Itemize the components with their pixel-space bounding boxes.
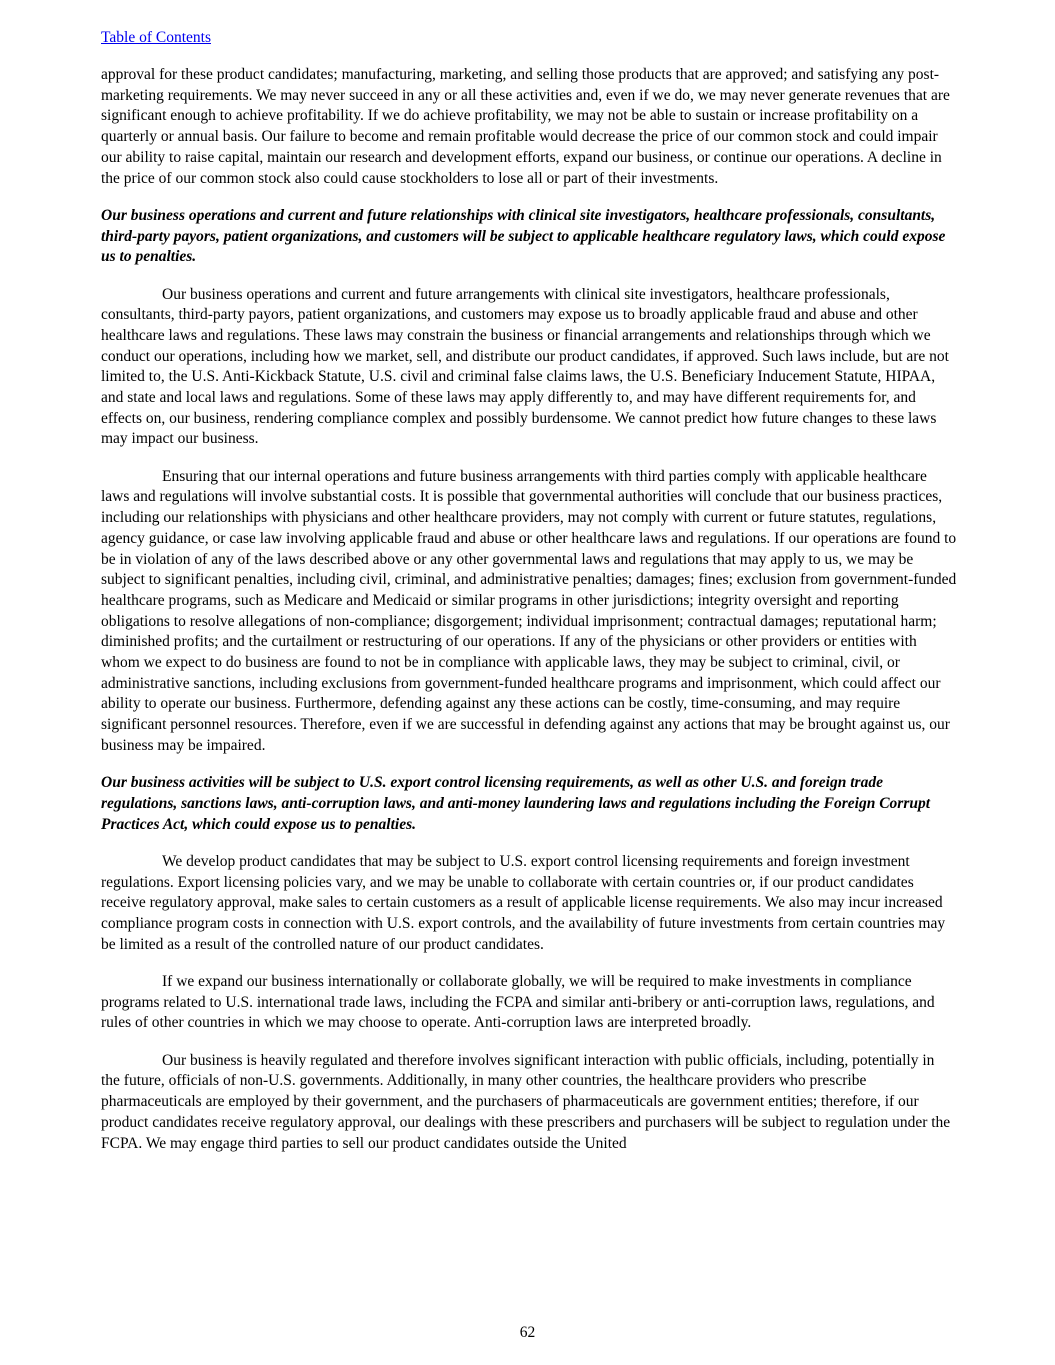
page-number: 62 — [519, 1324, 536, 1341]
paragraph-international-expansion: If we expand our business internationally or collaborate globally, we will be required to make investments in compliance programs related to U.S. international trade laws, including the FCPA and similar anti-bribery or anti-corruption laws, regulations, and rules of other countries in which we may choose to operate. Anti-corruption laws are interpreted broadly. — [101, 972, 935, 1032]
risk-heading-healthcare-regulatory: Our business operations and current and future relationships with clinical site investigators, healthcare professionals, consultants, third-party payors, patient organizations, and customers will be subject to applicable healthcare regulatory laws, which could expose us to penalties. — [101, 206, 946, 266]
paragraph-compliance-costs: Ensuring that our internal operations and future business arrangements with third parties comply with applicable healthcare laws and regulations will involve substantial costs. It is possible that governmental authorities will conclude that our business practices, including our relationships with physicians and other healthcare providers, may not comply with current or future statutes, regulations, agency guidance, or case law involving applicable fraud and abuse or other healthcare laws and regulations. If our operations are found to be in violation of any of the laws described above or any other governmental laws and regulations that may apply to us, we may be subject to significant penalties, including civil, criminal, and administrative penalties; damages; fines; exclusion from government-funded healthcare programs, such as Medicare and Medicaid or similar programs in other jurisdictions; integrity oversight and reporting obligations to resolve allegations of non-compliance; disgorgement; individual imprisonment; contractual damages; reputational harm; diminished profits; and the curtailment or restructuring of our operations. If any of the physicians or other providers or entities with whom we expect to do business are found to not be in compliance with applicable laws, they may be subject to criminal, civil, or administrative sanctions, including exclusions from government-funded healthcare programs and imprisonment, which could affect our ability to operate our business. Furthermore, defending against any these actions can be costly, time-consuming, and may require significant personnel resources. Therefore, even if we are successful in defending against any actions that may be brought against us, our business may be impaired. — [101, 467, 957, 754]
paragraph-export-licensing: We develop product candidates that may be subject to U.S. export control licensing requirements and foreign investment regulations. Export licensing policies vary, and we may be unable to collaborate with certain countries or, if our product candidates receive regulatory approval, make sales to certain customers as a result of applicable license requirements. We also may incur increased compliance program costs in connection with U.S. export controls, and the availability of future investments from certain countries may be limited as a result of the controlled nature of our product candidates. — [101, 852, 946, 953]
paragraph-profitability-continuation: approval for these product candidates; manufacturing, marketing, and selling those products that are approved; and satisfying any post-marketing requirements. We may never succeed in any or all these activities and, even if we do, we may never generate revenues that are significant enough to achieve profitability. If we do achieve profitability, we may not be able to sustain or increase profitability on a quarterly or annual basis. Our failure to become and remain profitable would decrease the price of our common stock and could impair our ability to raise capital, maintain our research and development efforts, expand our business, or continue our operations. A decline in the price of our common stock also could cause stockholders to lose all or part of their investments. — [101, 66, 950, 187]
table-of-contents-link[interactable]: Table of Contents — [101, 29, 211, 46]
document-body — [101, 65, 957, 1154]
paragraph-healthcare-laws: Our business operations and current and future arrangements with clinical site investigators, healthcare professionals, consultants, third-party payors, patient organizations, and customers may expose us to broadly applicable fraud and abuse and other healthcare laws and regulations. These laws may constrain the business or financial arrangements and relationships through which we conduct our operations, including how we market, sell, and distribute our product candidates, if approved. Such laws include, but are not limited to, the U.S. Anti-Kickback Statute, U.S. civil and criminal false claims laws, the U.S. Beneficiary Inducement Statute, HIPAA, and state and local laws and regulations. Some of these laws may apply differently to, and may have different requirements for, and effects on, our business, rendering compliance complex and possibly burdensome. We cannot predict how future changes to these laws may impact our business. — [101, 285, 949, 448]
document-page — [101, 0, 957, 1171]
risk-heading-export-control: Our business activities will be subject to U.S. export control licensing requirements, as well as other U.S. and foreign trade regulations, sanctions laws, anti-corruption laws, and anti-money laundering laws and regulations including the Foreign Corrupt Practices Act, which could expose us to penalties. — [101, 774, 931, 833]
paragraph-public-officials: Our business is heavily regulated and therefore involves significant interaction with public officials, including, potentially in the future, officials of non-U.S. governments. Additionally, in many other countries, the healthcare providers who prescribe pharmaceuticals are employed by their government, and the purchasers of pharmaceuticals are government entities; therefore, if our product candidates receive regulatory approval, our dealings with these prescribers and purchasers will be subject to regulation under the FCPA. We may engage third parties to sell our product candidates outside the United — [101, 1051, 951, 1152]
